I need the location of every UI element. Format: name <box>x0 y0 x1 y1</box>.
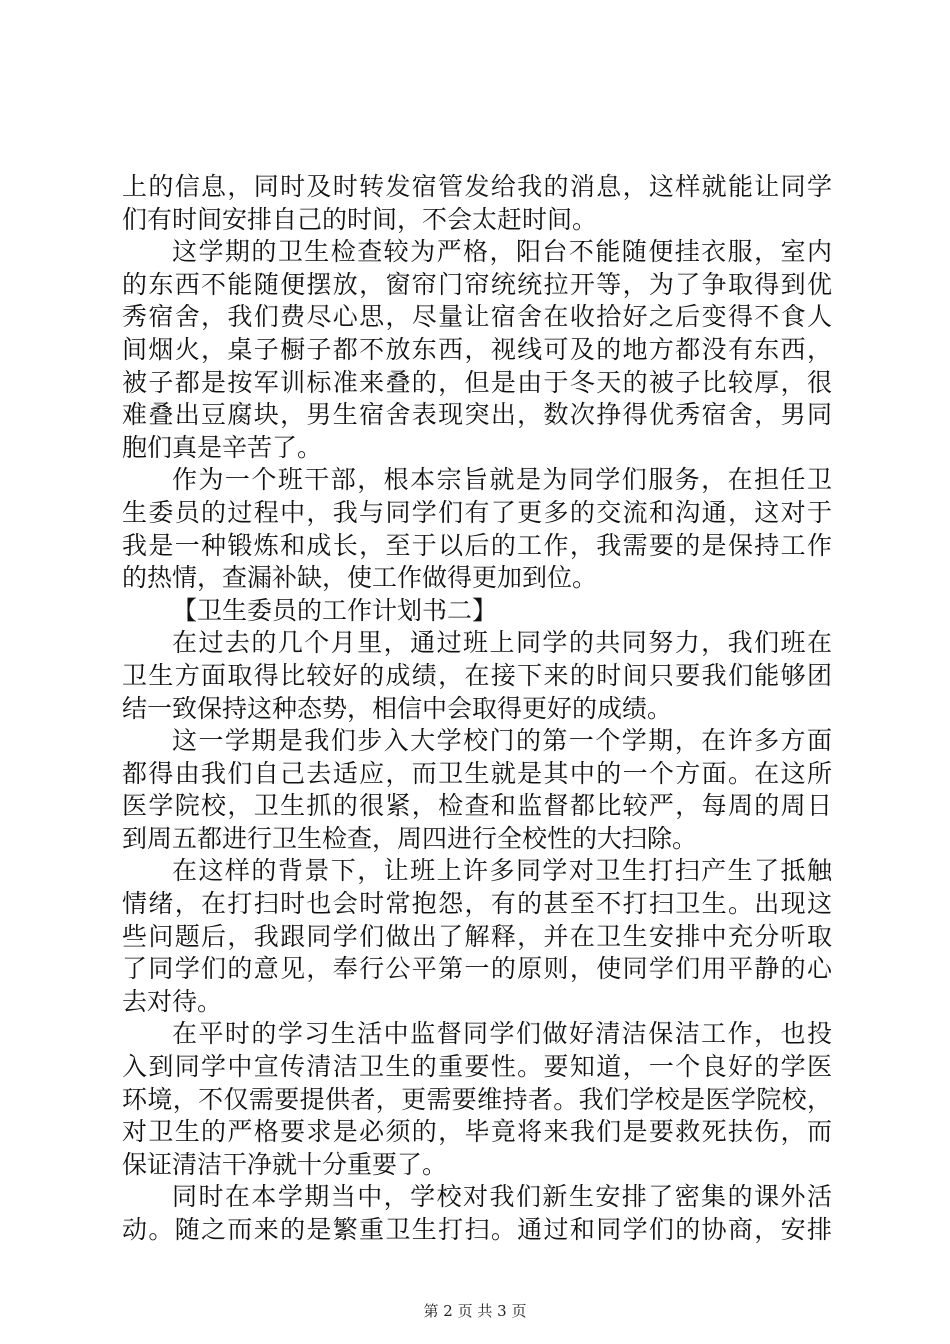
text-line: 秀宿舍，我们费尽心思，尽量让宿舍在收拾好之后变得不食人 <box>122 302 832 332</box>
text-line: 这一学期是我们步入大学校门的第一个学期，在许多方面 <box>172 726 832 756</box>
text-line: 这学期的卫生检查较为严格，阳台不能随便挂衣服，室内 <box>172 237 832 267</box>
text-line: 在平时的学习生活中监督同学们做好清洁保洁工作，也投 <box>172 1019 832 1049</box>
text-line: 间烟火，桌子橱子都不放东西，视线可及的地方都没有东西， <box>122 334 832 364</box>
text-line: 去对待。 <box>122 986 223 1016</box>
text-line: 胞们真是辛苦了。 <box>122 432 323 462</box>
text-line: 环境，不仅需要提供者，更需要维持者。我们学校是医学院校， <box>122 1084 832 1114</box>
text-line: 难叠出豆腐块，男生宿舍表现突出，数次挣得优秀宿舍，男同 <box>122 400 832 430</box>
page-footer: 第 2 页 共 3 页 <box>423 1302 527 1320</box>
text-line: 对卫生的严格要求是必须的，毕竟将来我们是要救死扶伤，而 <box>122 1117 832 1147</box>
text-line: 在这样的背景下，让班上许多同学对卫生打扫产生了抵触 <box>172 856 832 886</box>
text-line: 都得由我们自己去适应，而卫生就是其中的一个方面。在这所 <box>122 758 832 788</box>
text-line: 我是一种锻炼和成长，至于以后的工作，我需要的是保持工作 <box>122 530 832 560</box>
text-line: 到周五都进行卫生检查，周四进行全校性的大扫除。 <box>122 823 698 853</box>
text-line: 在过去的几个月里，通过班上同学的共同努力，我们班在 <box>172 628 832 658</box>
text-line: 动。随之而来的是繁重卫生打扫。通过和同学们的协商，安排 <box>122 1215 832 1244</box>
text-line: 生委员的过程中，我与同学们有了更多的交流和沟通，这对于 <box>122 497 832 527</box>
text-line: 保证清洁干净就十分重要了。 <box>122 1149 448 1179</box>
text-line: 了同学们的意见，奉行公平第一的原则，使同学们用平静的心 <box>122 954 832 984</box>
text-line: 【卫生委员的工作计划书二】 <box>172 595 498 625</box>
text-line: 情绪，在打扫时也会时常抱怨，有的甚至不打扫卫生。出现这 <box>122 889 832 919</box>
text-line: 被子都是按军训标准来叠的，但是由于冬天的被子比较厚，很 <box>122 367 832 397</box>
text-line: 结一致保持这种态势，相信中会取得更好的成绩。 <box>122 693 673 723</box>
text-line: 入到同学中宣传清洁卫生的重要性。要知道，一个良好的学医 <box>122 1052 832 1082</box>
text-line: 同时在本学期当中，学校对我们新生安排了密集的课外活 <box>172 1182 832 1212</box>
text-line: 卫生方面取得比较好的成绩，在接下来的时间只要我们能够团 <box>122 660 832 690</box>
text-line: 些问题后，我跟同学们做出了解释，并在卫生安排中充分听取 <box>122 921 832 951</box>
text-line: 的热情，查漏补缺，使工作做得更加到位。 <box>122 563 598 593</box>
text-line: 们有时间安排自己的时间，不会太赶时间。 <box>122 204 598 234</box>
text-line: 作为一个班干部，根本宗旨就是为同学们服务，在担任卫 <box>172 465 832 495</box>
document-body <box>122 171 832 1247</box>
text-line: 上的信息，同时及时转发宿管发给我的消息，这样就能让同学 <box>122 172 832 201</box>
text-line: 医学院校，卫生抓的很紧，检查和监督都比较严，每周的周日 <box>122 791 832 821</box>
text-line: 的东西不能随便摆放，窗帘门帘统统拉开等，为了争取得到优 <box>122 269 832 299</box>
